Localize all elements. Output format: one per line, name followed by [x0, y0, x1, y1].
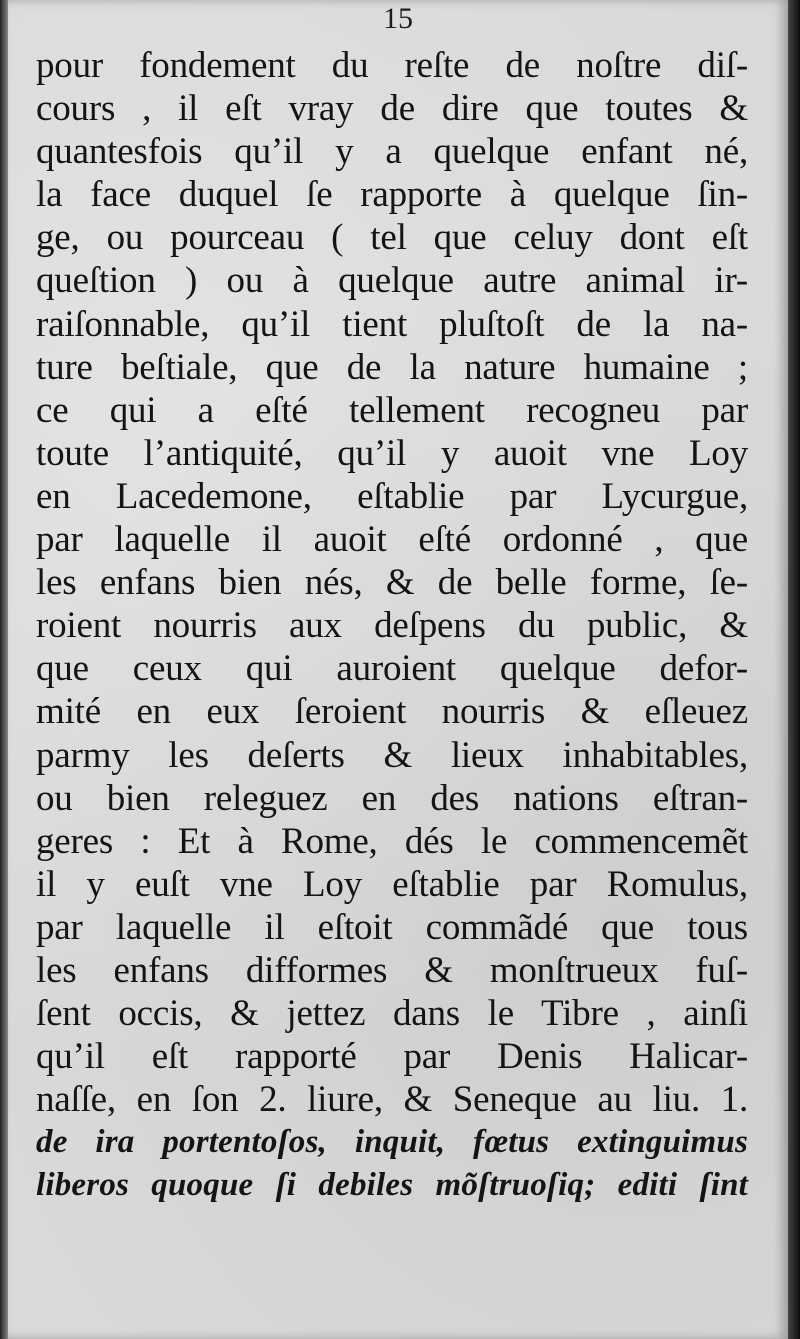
text-line: qu’il eſt rapporté par Denis Halicar- — [36, 1036, 748, 1078]
text-line: ou bien releguez en des nations eſtran- — [36, 777, 748, 819]
text-line: ce qui a eſté tellement recogneu par — [36, 389, 748, 431]
latin-quote-line: liberos quoque ſi debiles mõſtruoſiq; editi ſint — [36, 1167, 748, 1204]
text-line: geres : Et à Rome, dés le commencemẽt — [36, 820, 748, 862]
book-gutter-left — [0, 0, 8, 1339]
text-line: raiſonnable, qu’il tient pluſtoſt de la na- — [36, 303, 748, 345]
text-line: cours , il eſt vray de dire que toutes & — [36, 88, 748, 130]
text-line: par laquelle il eſtoit commãdé que tous — [36, 906, 748, 948]
text-line: naſſe, en ſon 2. liure, & Seneque au liu. 1. — [36, 1079, 748, 1121]
text-line: en Lacedemone, eſtablie par Lycurgue, — [36, 475, 748, 517]
text-line: ture beſtiale, que de la nature humaine ; — [36, 346, 748, 388]
book-edge-right — [788, 0, 800, 1339]
text-line: mité en eux ſeroient nourris & eſleuez — [36, 691, 748, 733]
book-page — [8, 0, 788, 1339]
text-line: par laquelle il auoit eſté ordonné , que — [36, 519, 748, 561]
text-line: quantesfois qu’il y a quelque enfant né, — [36, 131, 748, 173]
page-number: 15 — [383, 2, 413, 35]
text-line: parmy les deſerts & lieux inhabitables, — [36, 734, 748, 776]
text-line: que ceux qui auroient quelque defor- — [36, 648, 748, 690]
text-line: la face duquel ſe rapporte à quelque ſin- — [36, 174, 748, 216]
text-line: il y euſt vne Loy eſtablie par Romulus, — [36, 863, 748, 905]
text-line: pour fondement du reſte de noſtre diſ- — [36, 45, 748, 86]
latin-quote-line: de ira portentoſos, inquit, fœtus extinguimus — [36, 1124, 748, 1161]
body-text — [36, 44, 748, 1208]
text-line: ſent occis, & jettez dans le Tibre , ainſi — [36, 993, 748, 1035]
text-line: toute l’antiquité, qu’il y auoit vne Loy — [36, 432, 748, 474]
text-line: roient nourris aux deſpens du public, & — [36, 605, 748, 647]
text-line: queſtion ) ou à quelque autre animal ir- — [36, 260, 748, 302]
text-line: ge, ou pourceau ( tel que celuy dont eſt — [36, 217, 748, 259]
text-line: les enfans difformes & monſtrueux fuſ- — [36, 949, 748, 991]
text-line: les enfans bien nés, & de belle forme, ſe- — [36, 562, 748, 604]
